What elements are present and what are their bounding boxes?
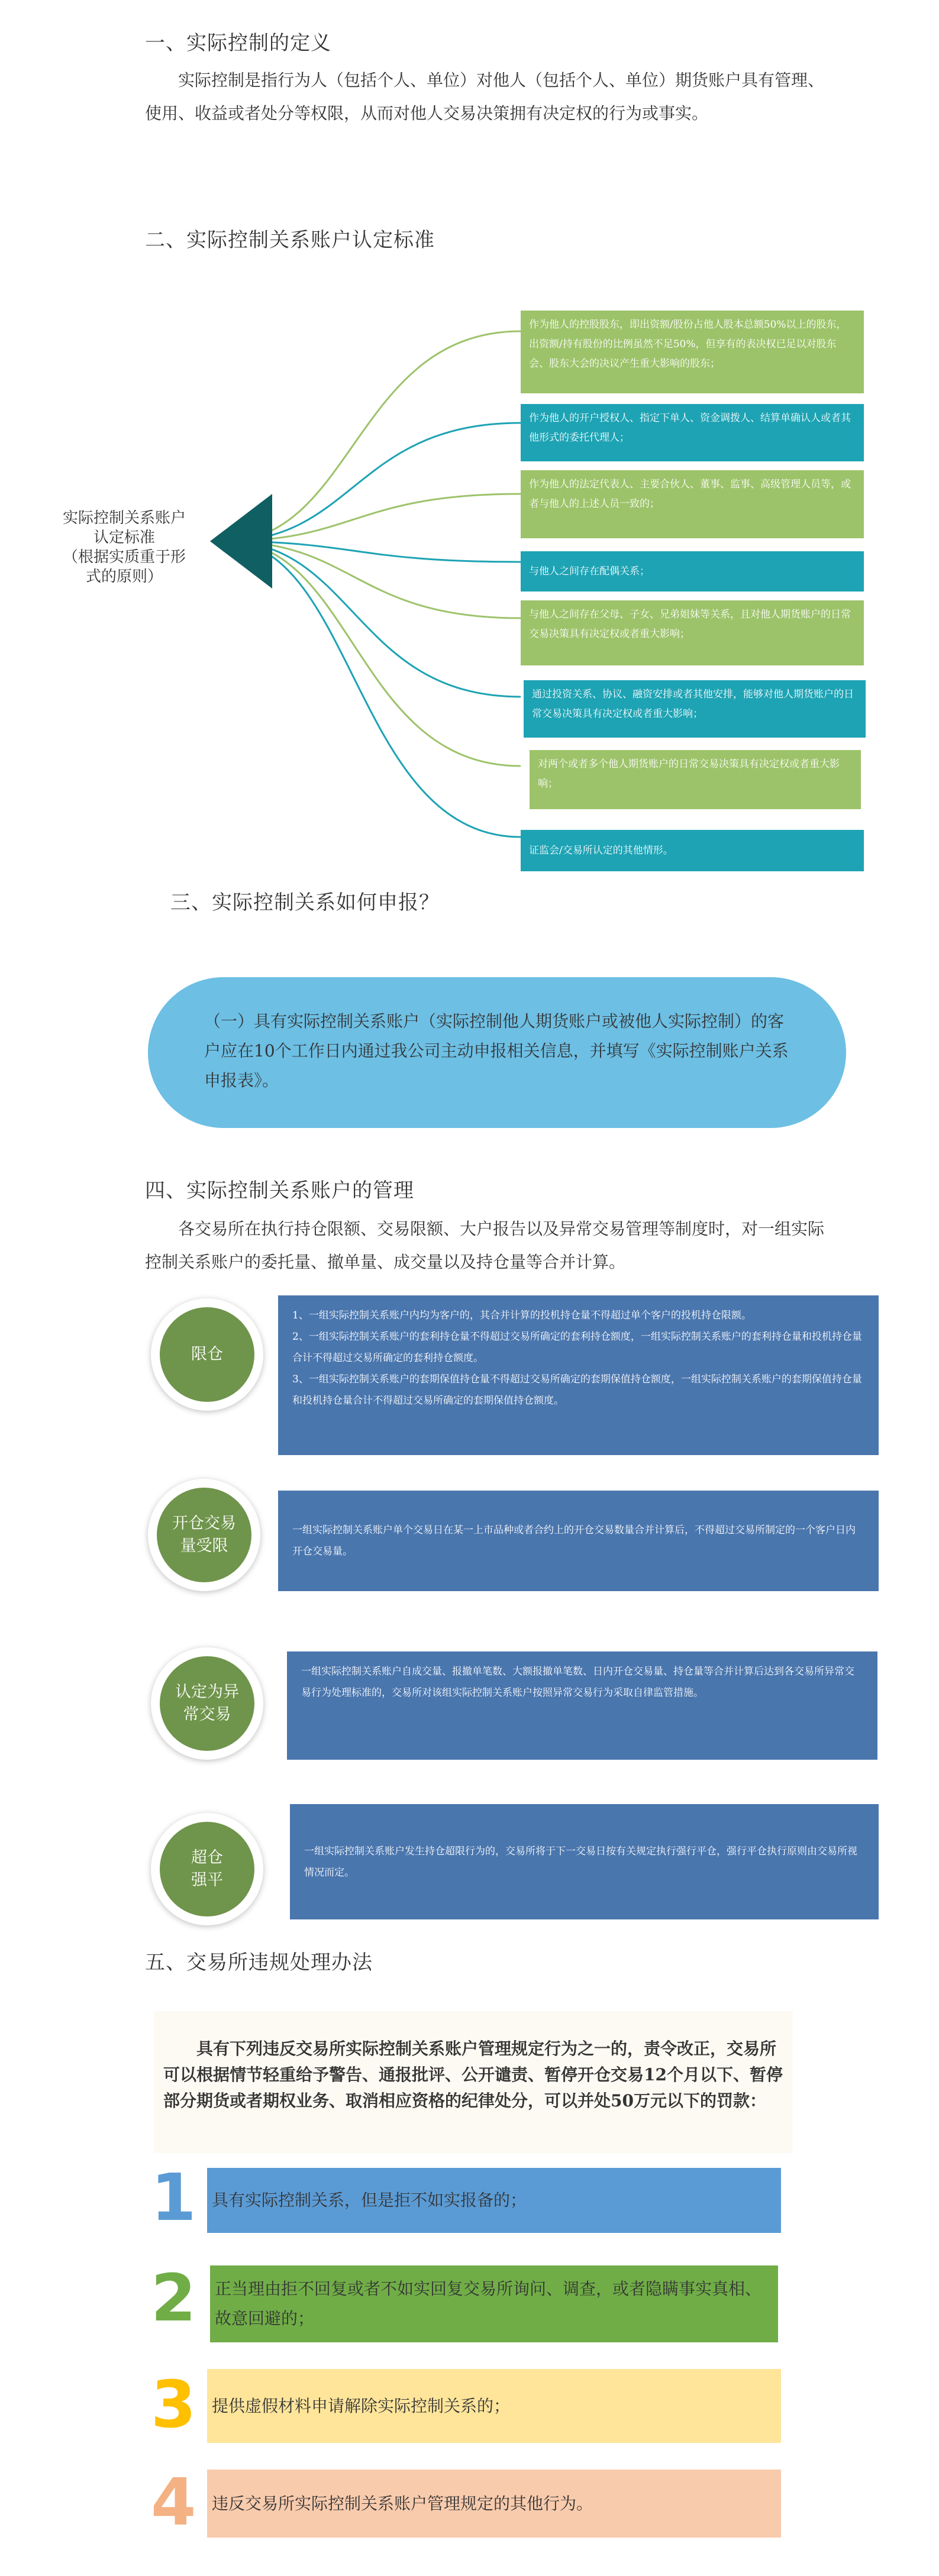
rule-3: 提供虚假材料申请解除实际控制关系的；	[207, 2369, 781, 2443]
abnormal-description: 一组实际控制关系账户自成交量、报撤单笔数、大额报撤单笔数、日内开仓交易量、持仓量等合并计算后达到各交易所异常交易行为处理标准的，交易所对该组实际控制关系账户按照异常交易行为采取自律监管措施。	[287, 1651, 877, 1760]
section2-heading: 二、实际控制关系账户认定标准	[145, 228, 435, 252]
report-pill: （一）具有实际控制关系账户（实际控制他人期货账户或被他人实际控制）的客户应在10个工作日内通过我公司主动申报相关信息，并填写《实际控制账户关系申报表》。	[148, 977, 846, 1128]
section1-body: 实际控制是指行为人（包括个人、单位）对他人（包括个人、单位）期货账户具有管理、使用、收益或者处分等权限，从而对他人交易决策拥有决定权的行为或事实。	[145, 70, 825, 123]
rule-1: 具有实际控制关系，但是拒不如实报备的；	[207, 2168, 781, 2233]
abnormal-circle-frame	[151, 1647, 263, 1760]
criterion-6: 通过投资关系、协议、融资安排或者其他安排，能够对他人期货账户的日常交易决策具有决定权或者重大影响；	[524, 680, 866, 738]
limit-description: 1、一组实际控制关系账户内均为客户的，其合并计算的投机持仓量不得超过单个客户的投机持仓限额。 2、一组实际控制关系账户的套利持仓量不得超过交易所确定的套利持仓额度，一组实际控制关系账户的套利持仓量和投机持仓量合计不得超过交易所确定的套利持仓额度。 3、一组实际控制关系账户的套期保值持仓量不得超过交易所确定的套期保值持仓额度，一组实际控制关系账户的套期保值持仓量和投机持仓量合计不得超过交易所确定的套期保值持仓额度。	[278, 1295, 879, 1455]
center-title: 实际控制关系账户认定标准	[62, 509, 186, 547]
section4-heading: 四、实际控制关系账户的管理	[145, 1179, 414, 1203]
criterion-3: 作为他人的法定代表人、主要合伙人、董事、监事、高级管理人员等，或者与他人的上述人员一致的；	[521, 470, 864, 538]
rule-2: 正当理由拒不回复或者不如实回复交易所询问、调查，或者隐瞒事实真相、故意回避的；	[210, 2265, 778, 2342]
criterion-5: 与他人之间存在父母、子女、兄弟姐妹等关系，且对他人期货账户的日常交易决策具有决定权或者重大影响；	[521, 600, 864, 665]
criterion-4: 与他人之间存在配偶关系；	[521, 551, 864, 592]
rule-4: 违反交易所实际控制关系账户管理规定的其他行为。	[207, 2470, 781, 2538]
section1-heading: 一、实际控制的定义	[145, 31, 331, 55]
rule-number-3: 3	[151, 2367, 196, 2442]
criterion-8: 证监会/交易所认定的其他情形。	[521, 830, 864, 871]
limit-circle: 限仓	[160, 1307, 254, 1402]
center-arrow	[210, 494, 275, 592]
section3-heading: 三、实际控制关系如何申报？	[170, 891, 440, 914]
center-label	[36, 509, 213, 587]
section5-heading: 五、交易所违规处理办法	[145, 1951, 373, 1974]
open-limit-circle: 开仓交易量受限	[157, 1488, 251, 1582]
force-close-circle: 超仓强平	[160, 1822, 254, 1916]
abnormal-circle: 认定为异常交易	[160, 1656, 254, 1751]
rule-number-4: 4	[151, 2464, 196, 2540]
open-limit-description: 一组实际控制关系账户单个交易日在某一上市品种或者合约上的开仓交易数量合并计算后，不得超过交易所制定的一个客户日内开仓交易量。	[278, 1491, 879, 1591]
criterion-2: 作为他人的开户授权人、指定下单人、资金调拨人、结算单确认人或者其他形式的委托代理人；	[521, 404, 864, 461]
rule-number-2: 2	[151, 2260, 196, 2336]
force-close-description: 一组实际控制关系账户发生持仓超限行为的，交易所将于下一交易日按有关规定执行强行平仓，强行平仓执行原则由交易所视情况而定。	[290, 1804, 879, 1919]
penalty-intro: 具有下列违反交易所实际控制关系账户管理规定行为之一的，责令改正，交易所可以根据情节轻重给予警告、通报批评、公开谴责、暂停开仓交易12个月以下、暂停部分期货或者期权业务、取消相应资格的纪律处分，可以并处50万元以下的罚款：	[154, 2011, 793, 2153]
criterion-7: 对两个或者多个他人期货账户的日常交易决策具有决定权或者重大影响；	[530, 750, 861, 809]
rule-number-1: 1	[151, 2160, 196, 2235]
limit-circle-frame	[151, 1298, 263, 1411]
criterion-1: 作为他人的控股股东，即出资额/股份占他人股本总额50%以上的股东，出资额/持有股份的比例虽然不足50%，但享有的表决权已足以对股东会、股东大会的决议产生重大影响的股东；	[521, 311, 864, 393]
force-close-circle-frame	[151, 1813, 263, 1925]
open-limit-circle-frame	[148, 1479, 260, 1591]
section4-intro: 各交易所在执行持仓限额、交易限额、大户报告以及异常交易管理等制度时，对一组实际控制关系账户的委托量、撤单量、成交量以及持仓量等合并计算。	[145, 1219, 825, 1272]
center-subtitle: （根据实质重于形式的原则）	[62, 548, 186, 586]
